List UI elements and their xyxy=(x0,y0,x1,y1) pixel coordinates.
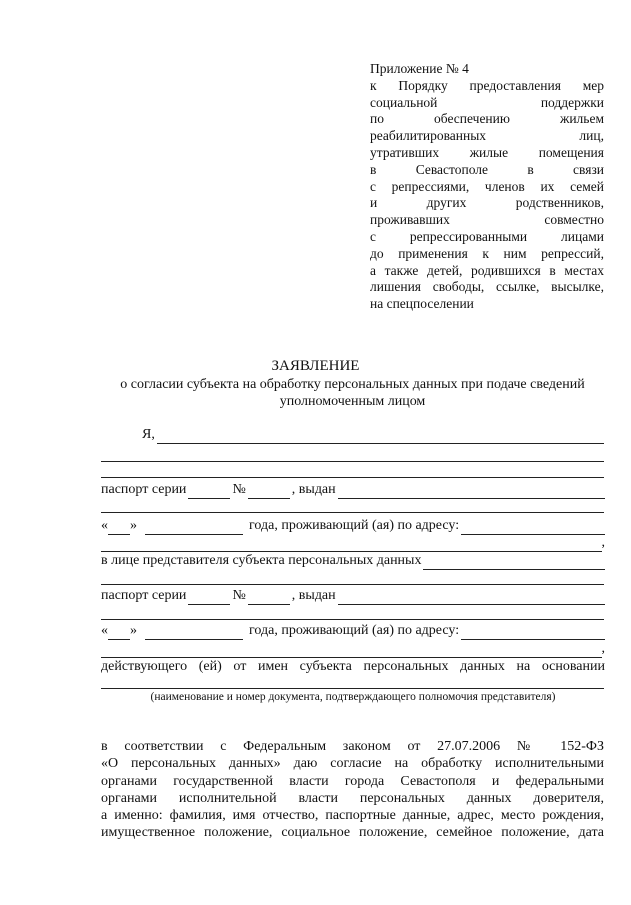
annex-line: к Порядку предоставления мер xyxy=(370,77,604,93)
authority-document-field[interactable] xyxy=(101,688,604,689)
number-sign: № xyxy=(232,588,246,603)
month-year-field[interactable] xyxy=(145,520,243,535)
address-field-line-2[interactable] xyxy=(101,643,602,658)
annex-line: с репрессированными лицами xyxy=(370,228,604,244)
consent-line: «О персональных данных» даю согласие на обработку исполнительными xyxy=(101,756,604,772)
address-line-2-row xyxy=(101,640,605,658)
annex-line: на спецпоселении xyxy=(370,296,474,312)
acting-row xyxy=(101,658,605,676)
name-field[interactable] xyxy=(157,429,604,444)
month-year-field[interactable] xyxy=(145,625,243,640)
document-subtitle: о согласии субъекта на обработку персональных данных при подаче сведений уполномоченным лицом xyxy=(120,377,585,409)
passport-series-label: паспорт серии xyxy=(101,482,187,497)
consent-line: а именно: фамилия, имя отчество, паспортные данные, адрес, место рождения, xyxy=(101,808,604,824)
annex-line: социальной поддержки xyxy=(370,94,604,110)
passport-series-field[interactable] xyxy=(188,484,230,499)
name-field-line-2[interactable] xyxy=(101,461,604,462)
annex-line: до применения к ним репрессий, xyxy=(370,245,604,261)
passport-number-field[interactable] xyxy=(248,590,290,605)
comma: , xyxy=(601,535,605,550)
issued-by-field-line-2[interactable] xyxy=(101,512,604,513)
consent-paragraph xyxy=(101,738,604,842)
annex-line: реабилитированных лиц, xyxy=(370,128,604,144)
quote-close: » xyxy=(130,518,137,533)
name-row xyxy=(142,426,604,444)
date-address-row-subject xyxy=(101,517,605,535)
consent-line: имущественное положение, социальное положение, семейное положение, дата xyxy=(101,825,604,841)
passport-series-field[interactable] xyxy=(188,590,230,605)
comma: , xyxy=(601,641,605,656)
number-sign: № xyxy=(232,482,246,497)
issued-by-field[interactable] xyxy=(338,590,605,605)
passport-number-field[interactable] xyxy=(248,484,290,499)
quote-open: « xyxy=(101,623,108,638)
annex-block xyxy=(370,61,604,313)
passport-series-label: паспорт серии xyxy=(101,588,187,603)
quote-open: « xyxy=(101,518,108,533)
passport-row-subject xyxy=(101,481,605,499)
name-field-line-3[interactable] xyxy=(101,477,604,478)
issued-label: , выдан xyxy=(291,588,336,603)
quote-close: » xyxy=(130,623,137,638)
address-field[interactable] xyxy=(461,625,605,640)
annex-line: по обеспечению жильем xyxy=(370,111,604,127)
consent-line: органами исполнительной власти персональных данных доверителя, xyxy=(101,790,604,806)
annex-line: и других родственников, xyxy=(370,195,604,211)
address-field-line-2[interactable] xyxy=(101,537,602,552)
address-field[interactable] xyxy=(461,520,605,535)
acting-label: действующего (ей) от имен субъекта персональных данных на основании xyxy=(101,659,605,674)
annex-line: а также детей, родившихся в местах xyxy=(370,262,604,278)
representative-field[interactable] xyxy=(423,555,605,570)
ya-label: Я, xyxy=(142,427,155,442)
representative-label: в лице представителя субъекта персональных данных xyxy=(101,553,422,568)
consent-line: органами государственной власти города Севастополя и федеральными xyxy=(101,773,604,789)
year-living-label: года, проживающий (ая) по адресу: xyxy=(249,623,460,638)
annex-line: лишения свободы, ссылке, высылке, xyxy=(370,279,604,295)
authority-document-caption: (наименование и номер документа, подтверждающего полномочия представителя) xyxy=(150,691,556,703)
day-field[interactable] xyxy=(108,520,130,535)
year-living-label: года, проживающий (ая) по адресу: xyxy=(249,518,460,533)
annex-line: проживавших совместно xyxy=(370,212,604,228)
annex-line: утративших жилые помещения xyxy=(370,144,604,160)
representative-row xyxy=(101,552,605,570)
passport-row-representative xyxy=(101,587,605,605)
consent-line: в соответствии с Федеральным законом от 27.07.2006 № 152-ФЗ xyxy=(101,739,604,754)
issued-label: , выдан xyxy=(291,482,336,497)
address-line-2-row xyxy=(101,534,605,552)
date-address-row-representative xyxy=(101,622,605,640)
document-title: ЗАЯВЛЕНИЕ xyxy=(271,358,360,374)
representative-field-line-2[interactable] xyxy=(101,584,604,585)
issued-by-field-line-2[interactable] xyxy=(101,619,604,620)
issued-by-field[interactable] xyxy=(338,484,605,499)
annex-heading: Приложение № 4 xyxy=(370,61,469,76)
annex-line: в Севастополе в связи xyxy=(370,161,604,177)
day-field[interactable] xyxy=(108,625,130,640)
annex-line: с репрессиями, членов их семей xyxy=(370,178,604,194)
